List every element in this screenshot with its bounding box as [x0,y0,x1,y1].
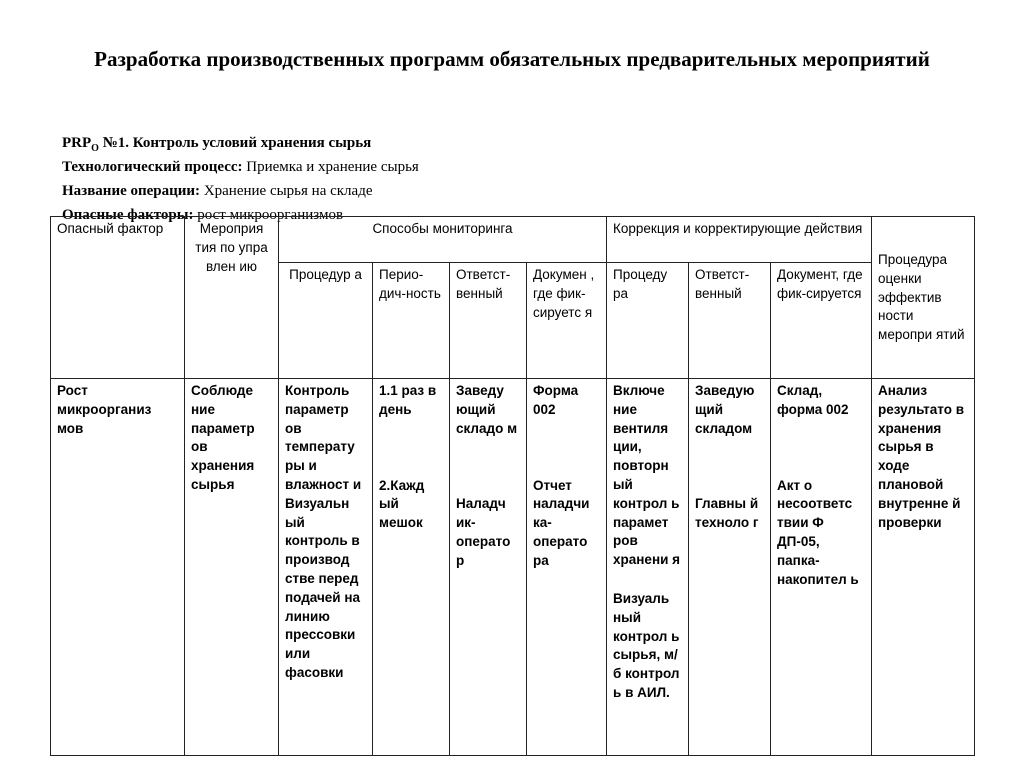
header-evaluation: Процедура оценки эффектив ности меропри ятий [872,217,975,379]
periodicity-1: 1.1 раз в день [379,383,437,417]
hazard-label: Опасные факторы: [62,207,194,223]
header-mon-document: Докумен , где фик-сируетс я [527,263,607,379]
header-correction: Коррекция и корректирующие действия [607,217,872,263]
cell-cor-document [771,379,872,756]
periodicity-2: 2.Кажд ый мешок [379,477,425,531]
hazard-value: рост микроорганизмов [193,207,344,223]
cell-periodicity [373,379,450,756]
cell-cor-responsible [689,379,771,756]
operation-label: Название операции: [62,183,201,199]
header-mon-procedure: Процедур а [279,263,373,379]
cell-measure: Соблюде ние параметр ов хранения сырья [185,379,279,756]
cor-document-1: Склад, форма 002 [777,383,849,417]
header-mon-periodicity: Перио-дич-ность [373,263,450,379]
table-row [51,379,975,756]
cor-responsible-1: Заведую щий складом [695,383,755,436]
process-label: Технологический процесс: [62,159,243,175]
header-monitoring: Способы мониторинга [279,217,607,263]
cell-hazard: Рост микроорганиз мов [51,379,185,756]
prp-subscript: О [91,143,99,154]
header-cor-responsible: Ответст-венный [689,263,771,379]
document-1: Форма 002 [533,383,579,417]
prp-table [50,216,975,756]
operation-line [62,182,373,200]
cell-cor-procedure [607,379,689,756]
cor-procedure-1: Включе ние вентиля ции, повторн ый контрол ь парамет ров хранени я [613,383,681,568]
responsible-1: Заведу ющий складо м [456,383,518,436]
prp-prefix: PRP [62,135,92,151]
cell-responsible [450,379,527,756]
cell-document [527,379,607,756]
prp-line [62,134,371,158]
document-2: Отчет наладчи ка-операто ра [533,477,590,568]
operation-value: Хранение сырья на складе [200,183,373,199]
header-hazard: Опасный фактор [51,217,185,379]
cor-document-2: Акт о несоответс твии Ф ДП-05, папка-накопител ь [777,477,859,587]
process-line [62,158,419,176]
header-cor-document: Документ, где фик-сируется [771,263,872,379]
header-cor-procedure: Процеду ра [607,263,689,379]
cell-procedure: Контроль параметр ов температу ры и влажност и Визуальн ый контроль в производ стве перед подачей на линию прессовки или фасовки [279,379,373,756]
cor-procedure-2: Визуаль ный контрол ь сырья, м/б контрол ь в АИЛ. [613,590,680,700]
prp-title: №1. Контроль условий хранения сырья [98,135,372,151]
cell-evaluation: Анализ результато в хранения сырья в ходе плановой внутренне й проверки [872,379,975,756]
header-mon-responsible: Ответст-венный [450,263,527,379]
cor-responsible-2: Главны й техноло г [695,496,759,531]
process-value: Приемка и хранение сырья [242,159,419,175]
header-measure: Мероприя тия по упра влен ию [185,217,279,379]
responsible-2: Наладч ик-операто р [456,496,511,568]
page-title: Разработка производственных программ обязательных предварительных мероприятий [94,47,930,71]
